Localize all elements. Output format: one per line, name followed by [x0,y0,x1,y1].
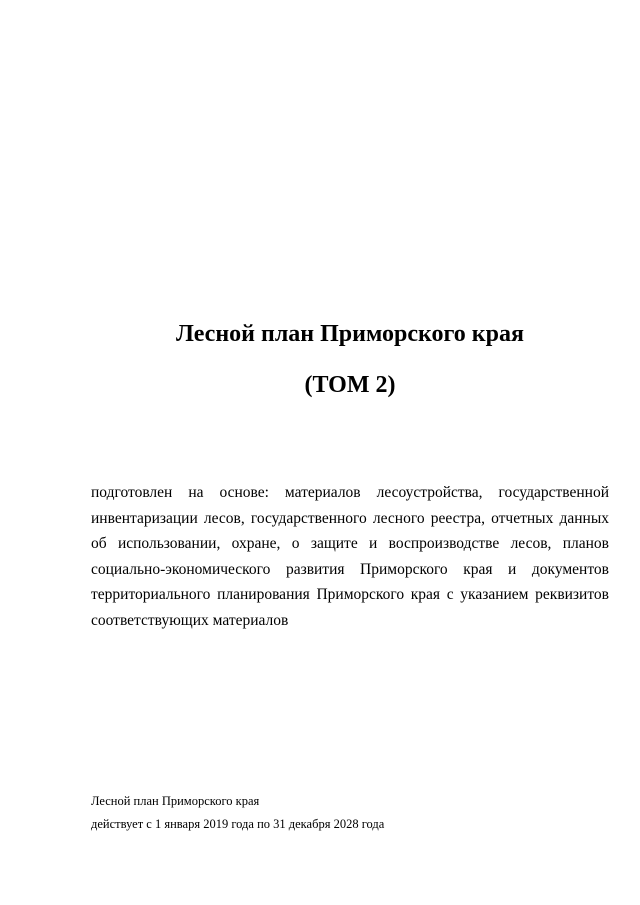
footer-block [91,790,611,836]
volume-label: (ТОМ 2) [304,372,396,398]
title-block [0,322,640,397]
document-title: Лесной план Приморского края [176,321,524,347]
footer-plan-name: Лесной план Приморского края [91,794,260,808]
footer-validity: действует с 1 января 2019 года по 31 декабря 2028 года [91,817,385,831]
description-paragraph: подготовлен на основе: материалов лесоустройства, государственной инвентаризации лесов, государственного лесного реестра, отчетных данных об использовании, охране, о защите и воспроизводстве лесов, планов социально-экономического развития Приморского края и документов территориального планирования Приморского края с указанием реквизитов соответствующих материалов [91,484,609,629]
